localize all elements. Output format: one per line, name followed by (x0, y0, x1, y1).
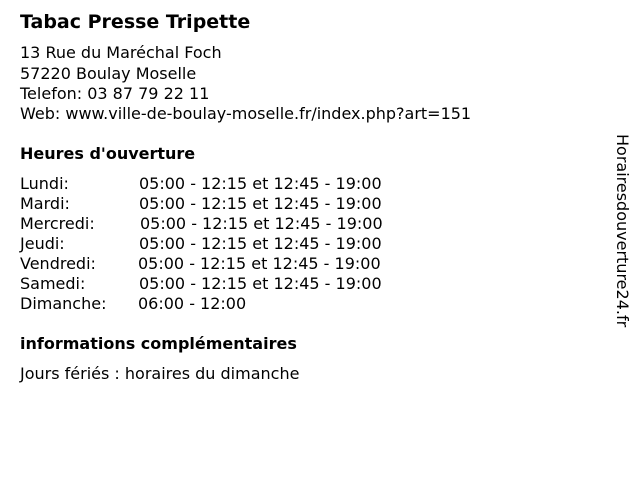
hours-day-label: Vendredi: (20, 254, 96, 273)
hours-day-label: Jeudi: (20, 234, 65, 253)
hours-time-value: 06:00 - 12:00 (138, 294, 247, 313)
hours-day-label: Dimanche: (20, 294, 107, 313)
address-street: 13 Rue du Maréchal Foch (20, 43, 222, 62)
hours-time-value: 05:00 - 12:15 et 12:45 - 19:00 (139, 274, 382, 293)
hours-time-value: 05:00 - 12:15 et 12:45 - 19:00 (138, 254, 381, 273)
site-watermark: Horairesdouverture24.fr (613, 134, 632, 328)
hours-day-label: Lundi: (20, 174, 69, 193)
hours-time-value: 05:00 - 12:15 et 12:45 - 19:00 (139, 174, 382, 193)
additional-info-heading: informations complémentaires (20, 334, 297, 353)
hours-time-value: 05:00 - 12:15 et 12:45 - 19:00 (139, 194, 382, 213)
website-line: Web: www.ville-de-boulay-moselle.fr/index.php?art=151 (20, 104, 472, 123)
opening-hours-heading: Heures d'ouverture (20, 144, 196, 163)
hours-time-value: 05:00 - 12:15 et 12:45 - 19:00 (140, 214, 383, 233)
hours-day-label: Samedi: (20, 274, 86, 293)
hours-day-label: Mercredi: (20, 214, 95, 233)
address-city: 57220 Boulay Moselle (20, 64, 197, 83)
hours-day-label: Mardi: (20, 194, 70, 213)
business-name: Tabac Presse Tripette (20, 11, 251, 33)
hours-time-value: 05:00 - 12:15 et 12:45 - 19:00 (139, 234, 382, 253)
holiday-note: Jours fériés : horaires du dimanche (20, 364, 300, 383)
phone-number: Telefon: 03 87 79 22 11 (20, 84, 210, 103)
